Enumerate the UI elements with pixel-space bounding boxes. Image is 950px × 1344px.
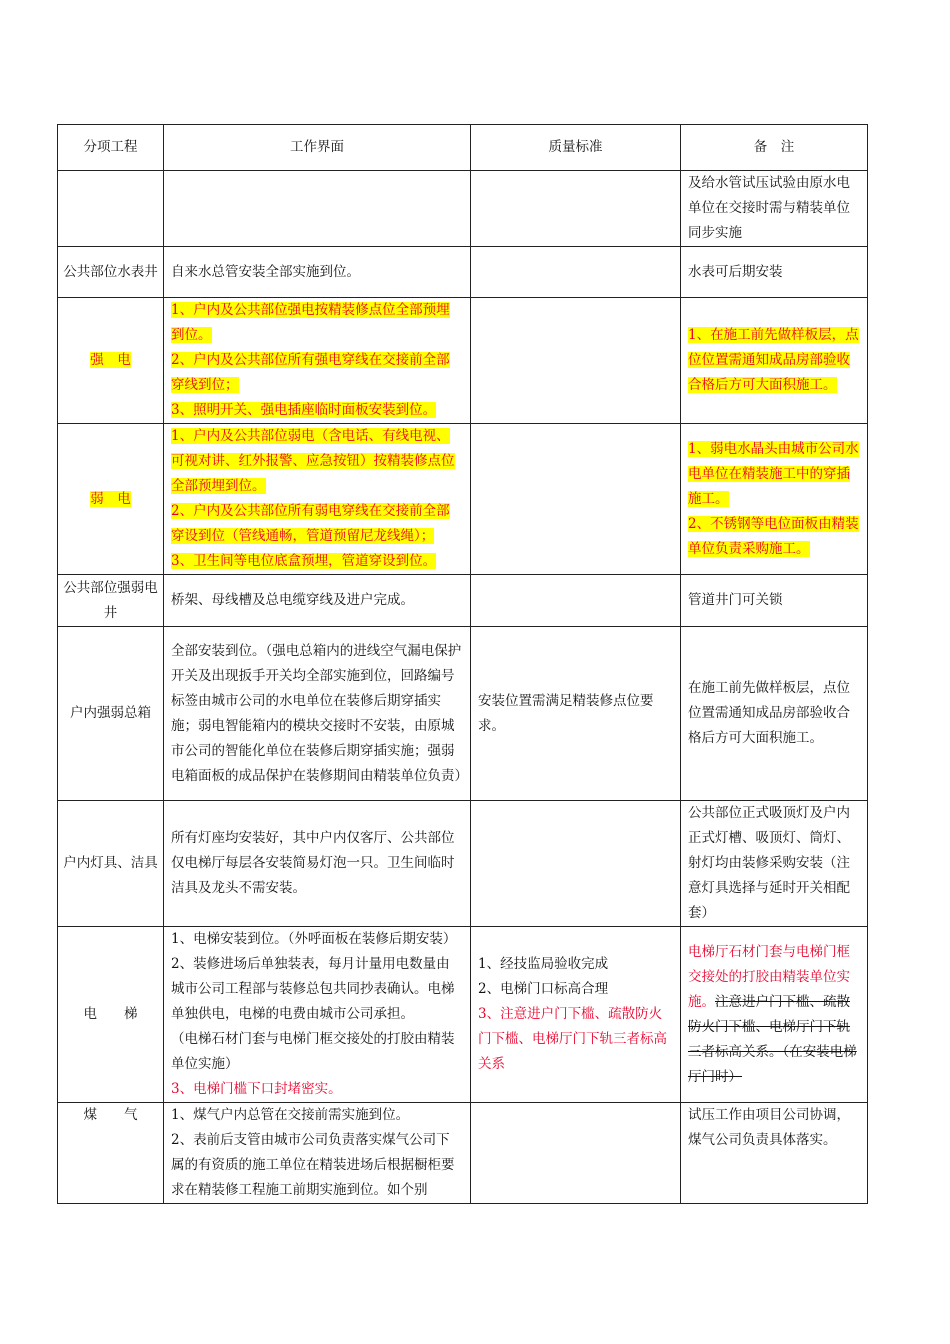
cell-remark [681,298,868,424]
cell-quality [471,424,681,575]
cell-item: 户内强弱总箱 [58,627,164,801]
work-line: 1、煤气户内总管在交接前需实施到位。 [171,1107,410,1123]
cell-item: 公共部位水表井 [58,247,164,298]
cell-item [58,171,164,247]
table-row-elevator [58,927,868,1103]
item-label: 弱 电 [90,490,131,507]
work-line: 3、照明开关、强电插座临时面板安装到位。 [171,402,437,418]
work-line: 1、户内及公共部位弱电（含电话、有线电视、可视对讲、红外报警、应急按钮）按精装修点位全部预埋到位。 [171,428,455,494]
quality-line: 3、注意进户门下槛、疏散防火门下槛、电梯厅门下轨三者标高关系 [478,1006,667,1072]
cell-remark [681,424,868,575]
work-line: 1、户内及公共部位强电按精装修点位全部预埋到位。 [171,302,450,343]
cell-work [164,298,471,424]
interface-table [57,124,868,1204]
header-item: 分项工程 [58,125,164,171]
work-line: 2、户内及公共部位所有弱电穿线在交接前全部穿设到位（管线通畅，管道预留尼龙线绳）； [171,503,450,544]
cell-remark: 在施工前先做样板层，点位位置需通知成品房部验收合格后方可大面积施工。 [681,627,868,801]
work-line: 3、卫生间等电位底盒预埋，管道穿设到位。 [171,553,437,569]
cell-work [164,171,471,247]
cell-quality [471,1103,681,1204]
work-line: 2、装修进场后单独装表，每月计量用电数量由城市公司工程部与装修总包共同抄表确认。电梯单独供电，电梯的电费由城市公司承担。 [171,956,455,1022]
cell-quality [471,927,681,1103]
work-line: 2、表前后支管由城市公司负责落实煤气公司下属的有资质的施工单位在精装进场后根据橱柜要求在精装修工程施工前期实施到位。如个别 [171,1132,455,1198]
cell-work [164,927,471,1103]
table-row-continued [58,171,868,247]
table-row-gas [58,1103,868,1204]
work-line: 1、电梯安装到位。（外呼面板在装修后期安装） [171,931,457,947]
cell-work [164,1103,471,1204]
remark-red: 电梯厅石材门套与电梯门框交接处的打胶由精装单位实施。 [688,943,850,1010]
table-row-water-well [58,247,868,298]
table-header-row [58,125,868,171]
remark-text: 1、在施工前先做样板层，点位位置需通知成品房部验收合格后方可大面积施工。 [688,327,859,393]
item-label: 强 电 [90,352,131,368]
header-work: 工作界面 [164,125,471,171]
cell-work: 所有灯座均安装好，其中户内仅客厅、公共部位仅电梯厅每层各安装简易灯泡一只。卫生间临时洁具及龙头不需安装。 [164,801,471,927]
table-row-boxes [58,627,868,801]
cell-work: 全部安装到位。（强电总箱内的进线空气漏电保护开关及出现扳手开关均全部实施到位，回路编号标签由城市公司的水电单位在装修后期穿插实施；弱电智能箱内的模块交接时不安装，由原城市公司的智能化单位在装修后期穿插实施；强弱电箱面板的成品保护在装修期间由精装单位负责） [164,627,471,801]
cell-remark [681,927,868,1103]
table-row-public-well [58,575,868,627]
cell-quality [471,575,681,627]
work-line: 2、户内及公共部位所有强电穿线在交接前全部穿线到位； [171,352,450,393]
cell-quality [471,171,681,247]
remark-line: 1、弱电水晶头由城市公司水电单位在精装施工中的穿插施工。 [688,440,859,507]
cell-remark: 管道井门可关锁 [681,575,868,627]
header-remark: 备 注 [681,125,868,171]
remark-line: 2、不锈钢等电位面板由精装单位负责采购施工。 [688,515,859,557]
work-line: （电梯石材门套与电梯门框交接处的打胶由精装单位实施） [171,1031,455,1072]
quality-line: 2、电梯门口标高合理 [478,981,609,997]
work-line: 3、电梯门槛下口封堵密实。 [171,1081,342,1097]
cell-item: 户内灯具、洁具 [58,801,164,927]
cell-remark: 试压工作由项目公司协调，煤气公司负责具体落实。 [681,1103,868,1204]
quality-line: 1、经技监局验收完成 [478,956,609,972]
table-row-weak-power [58,424,868,575]
table-row-lamps [58,801,868,927]
cell-work: 桥架、母线槽及总电缆穿线及进户完成。 [164,575,471,627]
table-row-strong-power [58,298,868,424]
cell-quality [471,298,681,424]
cell-quality [471,801,681,927]
cell-remark: 水表可后期安装 [681,247,868,298]
cell-item [58,298,164,424]
cell-remark: 公共部位正式吸顶灯及户内正式灯槽、吸顶灯、筒灯、射灯均由装修采购安装（注意灯具选择与延时开关相配套） [681,801,868,927]
cell-remark: 及给水管试压试验由原水电单位在交接时需与精装单位同步实施 [681,171,868,247]
cell-item: 煤 气 [58,1103,164,1204]
cell-item: 公共部位强弱电井 [58,575,164,627]
cell-item: 电 梯 [58,927,164,1103]
cell-item [58,424,164,575]
header-quality: 质量标准 [471,125,681,171]
cell-quality: 安装位置需满足精装修点位要求。 [471,627,681,801]
remark-struck: 注意进户门下槛、疏散防火门下槛、电梯厅门下轨三者标高关系。（在安装电梯厅门时） [688,993,857,1085]
cell-work [164,424,471,575]
cell-quality [471,247,681,298]
cell-work: 自来水总管安装全部实施到位。 [164,247,471,298]
